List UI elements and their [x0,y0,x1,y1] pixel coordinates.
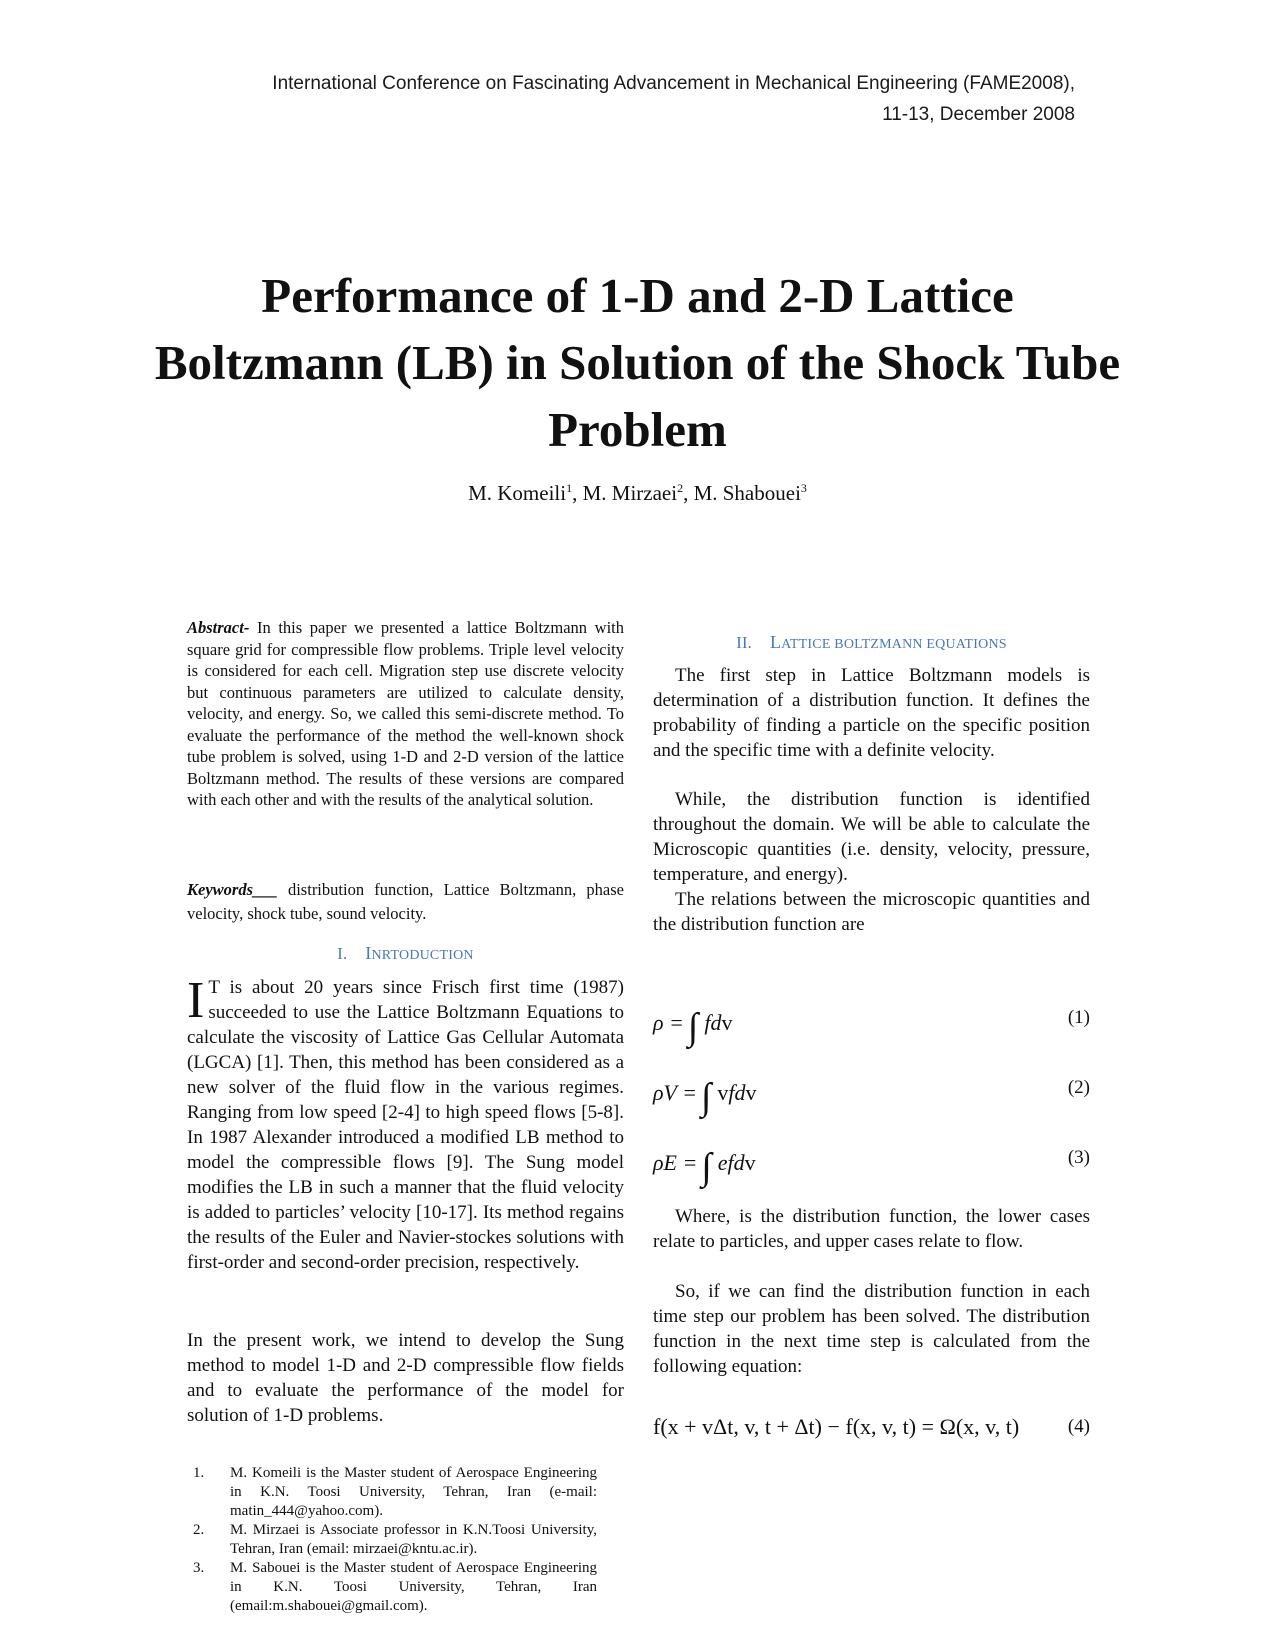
equation-number: (3) [1067,1147,1090,1168]
keywords-text: distribution function, Lattice Boltzmann, phase velocity, shock tube, sound velocity. [187,880,624,923]
footnote [187,1521,597,1559]
author-name: M. Komeili [468,481,567,505]
eq-lhs: ρE = [653,1150,698,1175]
abstract-text: In this paper we presented a lattice Boltzmann with square grid for compressible flow problems. Triple level velocity is considered for each cell. Migration step use discrete velocity but continuous parameters are utilized to calculate density, velocity, and energy. So, we called this semi-discrete method. To evaluate the performance of the method the well-known shock tube problem is solved, using 1-D and 2-D version of the lattice Boltzmann method. The results of these versions are compared with each other and with the results of the analytical solution. [187,618,624,809]
eq-integrand: fd [704,1010,722,1035]
conference-header [175,68,1075,130]
footnote-number: 3. [193,1560,205,1576]
paper-title: Performance of 1-D and 2-D Lattice Boltzmann (LB) in Solution of the Shock Tube Problem [154,268,1121,457]
abstract-label: Abstract- [187,618,250,637]
footnote-text: M. Komeili is the Master student of Aerospace Engineering in K.N. Toosi University, Tehran, Iran (e-mail: matin_444@yahoo.com). [230,1465,597,1519]
author-list: M. Komeili$^1$, M. Mirzaei$^2$, M. Shabouei$^3$ [468,481,807,505]
equation-3 [653,1145,1090,1193]
eq-tail: v [721,1010,733,1035]
section2-paragraph-4: Where, is the distribution function, the lower cases relate to particles, and upper cases relate to flow. [653,1206,1090,1252]
section-number: I. [337,944,348,963]
section-title-rest: ATTICE BOLTZMANN EQUATIONS [781,637,1007,652]
eq-tail: v [745,1080,757,1105]
equation-expression [653,1145,756,1189]
section-heading-lattice-boltzmann [653,632,1090,653]
section-title-initial: L [769,632,782,652]
eq-integrand-prefix: v [717,1080,729,1105]
footnote-number: 1. [193,1465,205,1481]
author-affiliation-mark: 3 [800,481,807,495]
author-affiliation-mark: 2 [677,481,684,495]
footnotes [187,1464,597,1616]
integral-sign: ∫ [700,1076,712,1118]
equation-number: (1) [1067,1007,1090,1028]
section-title-rest: NRTODUCTION [371,948,474,963]
footnote-text: M. Mirzaei is Associate professor in K.N.Toosi University, Tehran, Iran (email: mirzaei@kntu.ac.ir). [230,1522,597,1557]
author-name: M. Mirzaei [582,481,678,505]
equation-4 [653,1414,1090,1462]
equation-2 [653,1075,1090,1123]
drop-cap: I [187,972,205,1029]
keywords-label: Keywords___ [187,880,278,899]
equation-expression [653,1075,757,1119]
eq-integrand: efd [717,1150,745,1175]
section-heading-introduction [187,943,624,964]
footnote-number: 2. [193,1522,205,1538]
abstract [187,617,624,811]
footnote [187,1464,597,1521]
footnote-text: M. Sabouei is the Master student of Aerospace Engineering in K.N. Toosi University, Tehran, Iran (email:m.shabouei@gmail.com). [230,1560,597,1614]
introduction-paragraph-2: In the present work, we intend to develop the Sung method to model 1-D and 2-D compressible flow fields and to evaluate the performance of the model for solution of 1-D problems. [187,1330,624,1426]
conference-line-2: 11-13, December 2008 [882,104,1075,125]
author-name: M. Shabouei [693,481,801,505]
eq-lhs: ρV = [653,1080,697,1105]
equation-number: (4) [1067,1416,1090,1437]
integral-sign: ∫ [687,1006,699,1048]
introduction-paragraph-1 [187,972,624,1275]
equation-1 [653,1005,1090,1053]
section2-paragraph-3: The relations between the microscopic quantities and the distribution function are [653,889,1090,935]
section2-paragraph-2: While, the distribution function is identified throughout the domain. We will be able to calculate the Microscopic quantities (i.e. density, velocity, pressure, temperature, and energy). [653,789,1090,885]
eq-integrand: fd [728,1080,746,1105]
section2-paragraph-5: So, if we can find the distribution function in each time step our problem has been solved. The distribution function in the next time step is calculated from the following equation: [653,1281,1090,1377]
eq-lhs: ρ = [653,1010,684,1035]
conference-line-1: International Conference on Fascinating Advancement in Mechanical Engineering (FAME2008), [272,73,1075,94]
section-title-initial: I [365,943,372,963]
section2-paragraph-1: The first step in Lattice Boltzmann models is determination of a distribution function. It defines the probability of finding a particle on the specific position and the specific time with a definite velocity. [653,665,1090,761]
integral-sign: ∫ [701,1146,712,1188]
section-number: II. [736,633,752,652]
author-affiliation-mark: 1 [566,481,573,495]
keywords [187,878,624,926]
equation-expression: f(x + vΔt, v, t + Δt) − f(x, v, t) = Ω(x, v, t) [653,1414,1020,1439]
equation-number: (2) [1067,1077,1090,1098]
equation-expression [653,1005,732,1049]
footnote [187,1559,597,1616]
introduction-text: T is about 20 years since Frisch first time (1987) succeeded to use the Lattice Boltzmann Equations to calculate the viscosity of Lattice Gas Cellular Automata (LGCA) [1]. Then, this method has been considered as a new solver of the fluid flow in the various regimes. Ranging from low speed [2-4] to high speed flows [5-8]. In 1987 Alexander introduced a modified LB method to model the compressible flows [9]. The Sung model modifies the LB in such a manner that the fluid velocity is added to particles’ velocity [10-17]. Its method regains the results of the Euler and Navier-stockes solutions with first-order and second-order precision, respectively. [187,977,624,1273]
eq-tail: v [744,1150,756,1175]
